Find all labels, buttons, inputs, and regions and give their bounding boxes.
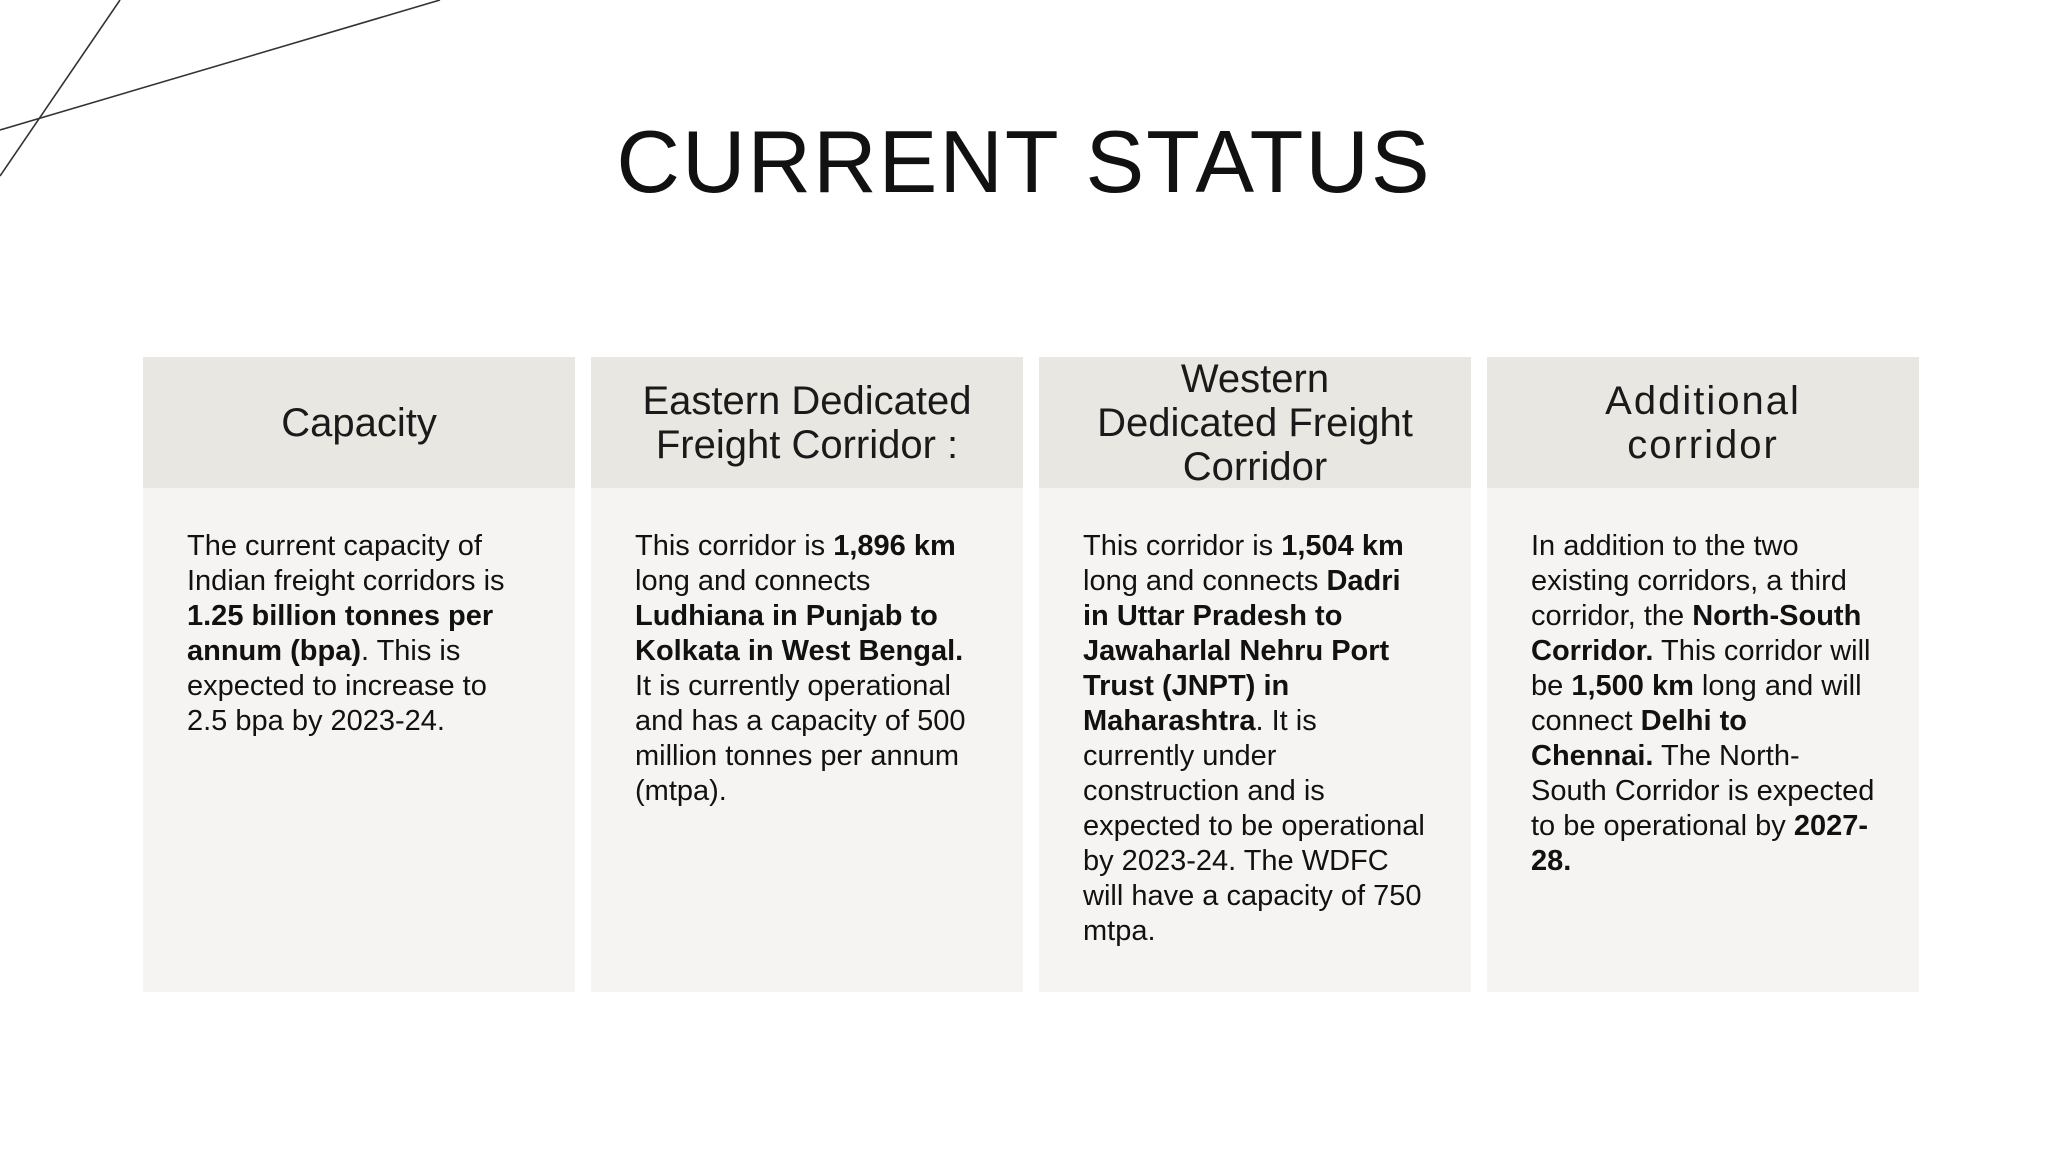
body-text: In addition to the two existing corridors, a third corridor, the [1531,530,1847,632]
body-text: long and will connect [1531,670,1862,737]
card-capacity [143,357,575,992]
body-text: This corridor is [1083,530,1282,562]
page-title: CURRENT STATUS [616,112,1432,211]
body-text: This corridor will be [1531,635,1871,702]
card-body [143,488,575,739]
heading-line: Freight Corridor : [655,422,959,467]
body-text: . It is currently under construction and is expected to be operational by 2023-24. The WDFC will have a capacity of 750 mtpa. [1083,705,1425,947]
body-text: long and connects [1083,565,1327,597]
body-text: The North-South Corridor is expected to be operational by [1531,740,1875,842]
card-heading [1487,357,1919,488]
card-eastern-corridor [591,357,1023,992]
heading-line: Eastern Dedicated [642,378,972,423]
card-western-corridor [1039,357,1471,992]
body-text: The current capacity of Indian freight corridors is [187,530,505,597]
card-heading [591,357,1023,488]
heading-line: Corridor [1182,444,1328,489]
body-bold-text: 1.25 billion tonnes per annum (bpa) [187,600,494,667]
heading-line: Dedicated Freight [1097,400,1413,445]
body-text: . This is expected to increase to 2.5 bpa by 2023-24. [187,635,487,737]
body-text: It is currently operational and has a capacity of 500 million tonnes per annum (mtpa). [635,670,966,807]
body-bold-text: 2027-28. [1531,810,1868,877]
body-text: long and connects [635,565,871,597]
body-bold-text: 1,504 km [1281,530,1404,562]
card-body [1487,488,1919,879]
heading-line: Additional [1605,378,1801,423]
heading-line: Capacity [281,400,437,445]
body-bold-text: North-South Corridor. [1531,600,1862,667]
body-bold-text: Ludhiana in Punjab to Kolkata in West Bengal. [635,600,964,667]
card-heading [143,357,575,488]
card-body [591,488,1023,809]
card-body [1039,488,1471,949]
heading-line: corridor [1627,422,1779,467]
heading-line: Western [1180,356,1330,401]
body-bold-text: Dadri in Uttar Pradesh to Jawaharlal Nehru Port Trust (JNPT) in Maharashtra [1083,565,1401,737]
card-additional-corridor [1487,357,1919,992]
body-bold-text: Delhi to Chennai. [1531,705,1747,772]
body-bold-text: 1,896 km [833,530,956,562]
body-text: This corridor is [635,530,834,562]
card-heading [1039,357,1471,488]
body-bold-text: 1,500 km [1571,670,1694,702]
